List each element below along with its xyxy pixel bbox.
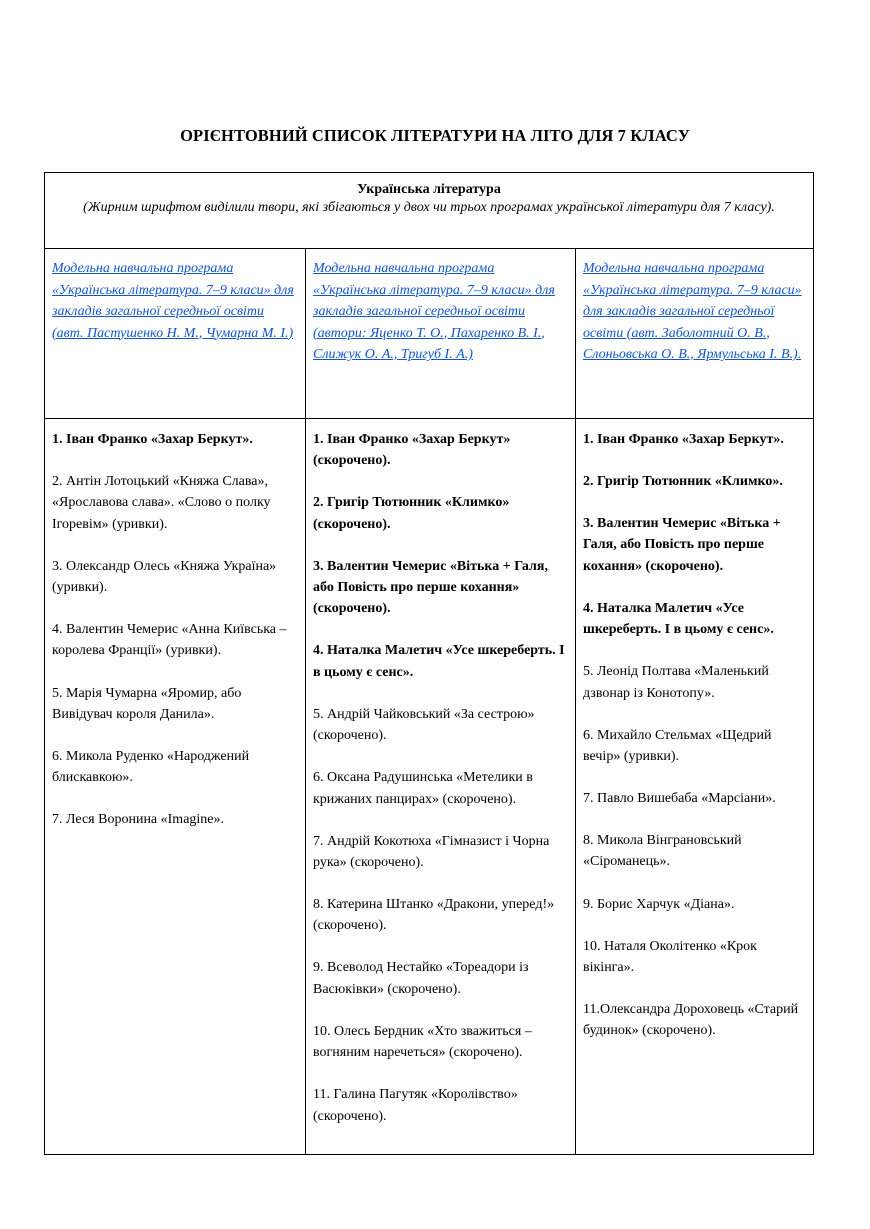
list-item: 4. Наталка Малетич «Усе шкереберть. І в цьому є сенс».	[313, 643, 565, 680]
list-item: 7. Леся Воронина «Imagine».	[52, 812, 225, 828]
program-cell-1	[45, 249, 306, 419]
list-item: 2. Григір Тютюнник «Климко».	[583, 474, 783, 490]
list-item: 7. Павло Вишебаба «Марсіани».	[583, 791, 776, 807]
list-item: 3. Валентин Чемерис «Вітька + Галя, або Повість про перше кохання» (скорочено).	[583, 516, 781, 574]
list-item: 10. Наталя Околітенко «Крок вікінга».	[583, 938, 757, 975]
list-item: 3. Валентин Чемерис «Вітька + Галя, або Повість про перше кохання» (скорочено).	[313, 558, 548, 617]
program-link-yatsenko[interactable]: Модельна навчальна програма «Українська література. 7–9 класи» для закладів загальної середньої освіти (автори: Яценко Т. О., Пахаренко В. І., Слижук О. А., Тригуб І. А.)	[313, 261, 555, 362]
program-cell-2	[306, 249, 576, 419]
program-link-pastushenko[interactable]: Модельна навчальна програма «Українська література. 7–9 класи» для закладів загальної середньої освіти (авт. Пастушенко Н. М., Чумарна М. І.)	[52, 261, 294, 341]
literature-table	[44, 172, 814, 1155]
list-item: 1. Іван Франко «Захар Беркут».	[583, 432, 784, 447]
reading-list-1	[52, 429, 298, 831]
list-item: 7. Андрій Кокотюха «Гімназист і Чорна рука» (скорочено).	[313, 833, 550, 870]
reading-list-cell-3	[576, 419, 814, 1155]
list-item: 9. Борис Харчук «Діана».	[583, 896, 735, 912]
list-item: 4. Валентин Чемерис «Анна Київська – королева Франції» (уривки).	[52, 622, 287, 659]
table-header-cell	[45, 173, 814, 249]
list-item: 5. Андрій Чайковський «За сестрою» (скорочено).	[313, 706, 535, 744]
program-link-zabolotnyi[interactable]: Модельна навчальна програма «Українська література. 7–9 класи» для закладів загальної середньої освіти (авт. Заболотний О. В., Слоньовська О. В., Ярмульська І. В.).	[583, 261, 802, 362]
reading-list-3	[583, 429, 806, 1042]
list-item: 2. Григір Тютюнник «Климко» (скорочено).	[313, 495, 510, 532]
list-item: 5. Марія Чумарна «Яромир, або Вивідувач короля Данила».	[52, 685, 242, 722]
list-item: 2. Антін Лотоцький «Княжа Слава», «Ярославова слава». «Слово о полку Ігоревім» (уривки).	[52, 474, 271, 532]
list-item: 8. Катерина Штанко «Дракони, уперед!» (скорочено).	[313, 897, 555, 934]
list-item: 11.Олександра Дороховець «Старий будинок» (скорочено).	[583, 1002, 799, 1039]
table-note: (Жирним шрифтом виділили твори, які збігаються у двох чи трьох програмах української літератури для 7 класу).	[83, 200, 775, 215]
list-item: 1. Іван Франко «Захар Беркут».	[52, 432, 253, 447]
list-item: 1. Іван Франко «Захар Беркут» (скорочено).	[313, 432, 511, 469]
list-item: 8. Микола Вінграновський «Сіроманець».	[583, 833, 742, 870]
list-item: 4. Наталка Малетич «Усе шкереберть. І в цьому є сенс».	[583, 600, 774, 638]
reading-list-cell-2	[306, 419, 576, 1155]
list-item: 5. Леонід Полтава «Маленький дзвонар із Конотопу».	[583, 664, 769, 701]
table-title: Українська література	[357, 182, 501, 197]
list-item: 6. Михайло Стельмах «Щедрий вечір» (уривки).	[583, 727, 772, 764]
program-cell-3	[576, 249, 814, 419]
list-item: 9. Всеволод Нестайко «Тореадори із Васюківки» (скорочено).	[313, 960, 529, 997]
reading-list-cell-1	[45, 419, 306, 1155]
reading-list-2	[313, 429, 568, 1127]
list-item: 6. Оксана Радушинська «Метелики в крижаних панцирах» (скорочено).	[313, 770, 533, 807]
table-header-row	[45, 173, 814, 249]
list-item: 11. Галина Пагутяк «Королівство» (скорочено).	[313, 1087, 518, 1124]
list-item: 6. Микола Руденко «Народжений блискавкою».	[52, 748, 250, 786]
program-row	[45, 249, 814, 419]
reading-list-row	[45, 419, 814, 1155]
list-item: 3. Олександр Олесь «Княжа Україна» (уривки).	[52, 558, 277, 596]
page-title: ОРІЄНТОВНИЙ СПИСОК ЛІТЕРАТУРИ НА ЛІТО ДЛЯ 7 КЛАСУ	[180, 126, 690, 145]
list-item: 10. Олесь Бердник «Хто зважиться – вогняним наречеться» (скорочено).	[313, 1023, 532, 1061]
